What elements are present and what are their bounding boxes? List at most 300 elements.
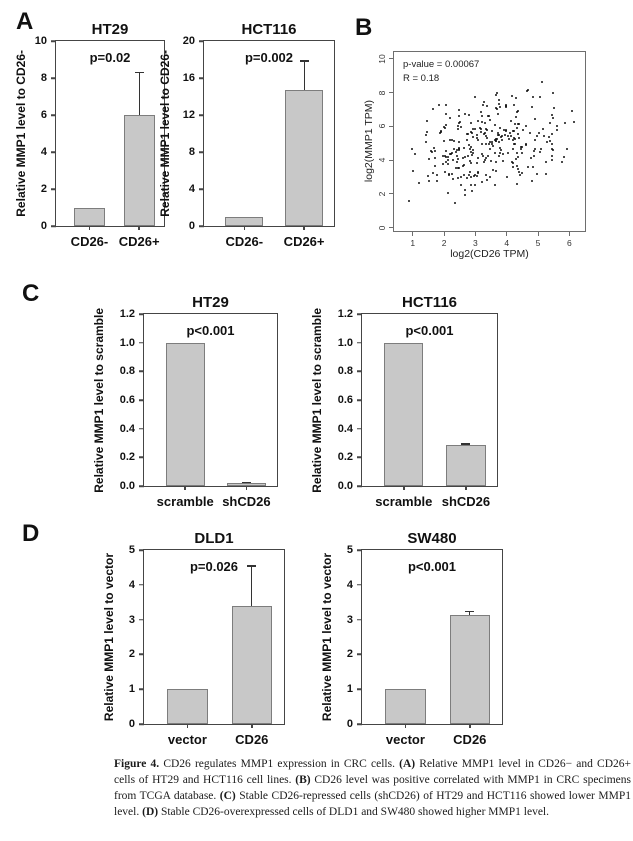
y-tick-mark bbox=[357, 654, 362, 656]
bar-chart-d-dld1 bbox=[102, 530, 285, 747]
p-value-label: p=0.002 bbox=[244, 50, 294, 65]
y-tick-label: 1 bbox=[128, 683, 135, 696]
y-tick-mark bbox=[357, 313, 362, 315]
y-tick-mark bbox=[357, 723, 362, 725]
x-tick-mark bbox=[251, 724, 253, 728]
y-tick-label: 0.2 bbox=[337, 451, 353, 464]
category-label: vector bbox=[385, 732, 425, 747]
scatter-point bbox=[509, 132, 511, 134]
scatter-point bbox=[467, 155, 469, 157]
y-tick-mark bbox=[389, 227, 394, 228]
x-tick-label: 4 bbox=[504, 238, 510, 248]
scatter-point bbox=[458, 149, 460, 151]
scatter-point bbox=[453, 148, 455, 150]
x-tick-mark bbox=[184, 486, 186, 490]
category-label: scramble bbox=[156, 494, 214, 509]
scatter-point bbox=[470, 176, 472, 178]
scatter-point bbox=[549, 122, 551, 124]
y-tick-mark bbox=[139, 584, 144, 586]
scatter-point bbox=[552, 117, 554, 119]
y-tick-mark bbox=[357, 688, 362, 690]
scatter-point bbox=[512, 162, 514, 164]
scatter-point bbox=[484, 132, 486, 134]
scatter-point bbox=[489, 119, 491, 121]
scatter-point bbox=[530, 157, 532, 159]
bar bbox=[384, 343, 423, 486]
y-tick-label: 5 bbox=[346, 544, 353, 556]
scatter-point bbox=[434, 150, 436, 152]
scatter-point bbox=[485, 135, 487, 137]
y-tick-mark bbox=[139, 371, 144, 373]
scatter-point bbox=[551, 133, 553, 135]
scatter-point bbox=[505, 106, 507, 108]
x-tick-mark bbox=[506, 231, 507, 236]
x-tick-mark bbox=[187, 724, 189, 728]
y-tick-label: 0.0 bbox=[119, 480, 135, 492]
y-tick-mark bbox=[51, 114, 56, 116]
scatter-point bbox=[481, 143, 483, 145]
scatter-point bbox=[491, 141, 493, 143]
bar-chart-c-hct116 bbox=[310, 294, 498, 509]
scatter-point bbox=[495, 170, 497, 172]
scatter-point bbox=[505, 130, 507, 132]
scatter-point bbox=[414, 153, 416, 155]
y-tick-mark bbox=[139, 619, 144, 621]
y-tick-label: 0.2 bbox=[119, 451, 135, 464]
scatter-point bbox=[527, 166, 529, 168]
scatter-point bbox=[477, 157, 479, 159]
scatter-point bbox=[552, 92, 554, 94]
scatter-point bbox=[428, 180, 430, 182]
scatter-point bbox=[532, 96, 534, 98]
y-tick-mark bbox=[199, 114, 204, 116]
scatter-point bbox=[571, 110, 573, 112]
scatter-point bbox=[460, 184, 462, 186]
scatter-point bbox=[556, 129, 558, 131]
scatter-point bbox=[489, 176, 491, 178]
category-label: shCD26 bbox=[222, 494, 271, 509]
scatter-point bbox=[492, 169, 494, 171]
scatter-point bbox=[466, 139, 468, 141]
scatter-point bbox=[512, 166, 514, 168]
scatter-point bbox=[472, 136, 474, 138]
y-tick-mark bbox=[139, 688, 144, 690]
bar bbox=[225, 217, 263, 226]
y-tick-mark bbox=[51, 77, 56, 79]
x-tick-label: 3 bbox=[473, 238, 478, 248]
scatter-point bbox=[504, 134, 506, 136]
y-tick-label: 0.4 bbox=[119, 422, 135, 435]
y-tick-mark bbox=[357, 549, 362, 551]
x-tick-mark bbox=[469, 724, 471, 728]
x-tick-mark bbox=[412, 231, 413, 236]
y-tick-label: 5 bbox=[128, 544, 135, 556]
scatter-point bbox=[485, 143, 487, 145]
scatter-point bbox=[482, 104, 484, 106]
caption-segment: (D) bbox=[142, 806, 159, 819]
y-tick-mark bbox=[389, 126, 394, 127]
scatter-chart-tcga-correlation bbox=[363, 51, 586, 260]
scatter-point bbox=[494, 124, 496, 126]
scatter-point bbox=[458, 109, 460, 111]
y-tick-label: 0 bbox=[377, 225, 387, 230]
scatter-point bbox=[457, 128, 459, 130]
y-tick-label: 0.8 bbox=[119, 365, 135, 378]
bar bbox=[74, 208, 105, 227]
chart-title: SW480 bbox=[407, 530, 457, 547]
scatter-point bbox=[500, 149, 502, 151]
error-bar-cap bbox=[135, 72, 144, 74]
y-tick-label: 8 bbox=[40, 72, 47, 84]
scatter-point bbox=[484, 122, 486, 124]
scatter-point bbox=[453, 140, 455, 142]
error-bar bbox=[139, 72, 140, 115]
error-bar bbox=[304, 60, 305, 90]
y-tick-label: 6 bbox=[40, 109, 47, 121]
scatter-point bbox=[507, 135, 509, 137]
scatter-point bbox=[517, 133, 519, 135]
y-tick-mark bbox=[199, 225, 204, 227]
scatter-point bbox=[517, 156, 519, 158]
scatter-point bbox=[474, 96, 476, 98]
error-bar bbox=[251, 565, 252, 606]
scatter-point bbox=[476, 134, 478, 136]
scatter-point bbox=[470, 151, 472, 153]
x-tick-mark bbox=[475, 231, 476, 236]
y-tick-mark bbox=[389, 92, 394, 93]
scatter-point bbox=[456, 161, 458, 163]
scatter-point bbox=[462, 157, 464, 159]
scatter-point bbox=[501, 135, 503, 137]
scatter-point bbox=[445, 150, 447, 152]
category-label: scramble bbox=[375, 494, 433, 509]
scatter-point bbox=[477, 172, 479, 174]
y-tick-mark bbox=[357, 428, 362, 430]
scatter-point bbox=[447, 192, 449, 194]
scatter-point bbox=[515, 116, 517, 118]
error-bar-cap bbox=[461, 443, 470, 445]
scatter-point bbox=[427, 175, 429, 177]
y-tick-mark bbox=[199, 77, 204, 79]
chart-title: DLD1 bbox=[194, 530, 234, 547]
y-tick-label: 0 bbox=[346, 718, 353, 730]
scatter-point bbox=[457, 177, 459, 179]
y-tick-label: 2 bbox=[346, 648, 353, 661]
scatter-point bbox=[516, 183, 518, 185]
y-tick-label: 0 bbox=[40, 220, 47, 232]
scatter-point bbox=[485, 157, 487, 159]
y-axis-label: Relative MMP1 level to scramble bbox=[310, 307, 324, 493]
y-tick-mark bbox=[199, 40, 204, 42]
category-label: vector bbox=[167, 732, 207, 747]
scatter-point bbox=[483, 101, 485, 103]
error-bar-cap bbox=[300, 60, 309, 62]
scatter-point bbox=[452, 178, 454, 180]
scatter-point bbox=[497, 113, 499, 115]
y-tick-label: 6 bbox=[377, 123, 387, 129]
y-tick-label: 1.0 bbox=[119, 336, 135, 349]
y-tick-mark bbox=[199, 151, 204, 153]
scatter-point bbox=[444, 171, 446, 173]
scatter-point bbox=[494, 152, 496, 154]
scatter-point bbox=[556, 125, 558, 127]
y-tick-label: 4 bbox=[346, 578, 353, 591]
x-axis-label: log2(CD26 TPM) bbox=[450, 248, 529, 260]
scatter-point bbox=[470, 162, 472, 164]
y-tick-label: 2 bbox=[377, 191, 387, 197]
scatter-point bbox=[522, 129, 524, 131]
scatter-point bbox=[551, 155, 553, 157]
x-tick-label: 2 bbox=[441, 238, 447, 248]
scatter-point bbox=[552, 149, 554, 151]
y-axis-label: log2(MMP1 TPM) bbox=[363, 100, 375, 183]
scatter-point bbox=[488, 143, 490, 145]
scatter-point bbox=[463, 164, 465, 166]
scatter-point bbox=[534, 118, 536, 120]
scatter-point bbox=[433, 147, 435, 149]
scatter-point bbox=[425, 134, 427, 136]
scatter-point bbox=[472, 152, 474, 154]
scatter-point bbox=[426, 131, 428, 133]
chart-title: HT29 bbox=[192, 294, 229, 311]
caption-segment: Stable CD26-repressed cells (shCD26) of HT29 and HCT116 showed lower MMP1 level. bbox=[114, 790, 631, 819]
scatter-point bbox=[510, 135, 512, 137]
scatter-point bbox=[445, 104, 447, 106]
scatter-point bbox=[526, 90, 528, 92]
caption-segment: Relative MMP1 level in CD26− and CD26+ cells of HT29 and HCT116 cell lines. bbox=[114, 758, 631, 787]
scatter-point bbox=[472, 149, 474, 151]
annotation-line: p-value = 0.00067 bbox=[403, 59, 480, 70]
x-tick-mark bbox=[138, 226, 140, 230]
scatter-point bbox=[529, 132, 531, 134]
scatter-point bbox=[540, 148, 542, 150]
x-tick-mark bbox=[538, 231, 539, 236]
scatter-point bbox=[536, 173, 538, 175]
scatter-point bbox=[494, 184, 496, 186]
scatter-point bbox=[566, 148, 568, 150]
y-axis-label: Relative MMP1 level to CD26- bbox=[158, 50, 172, 217]
scatter-point bbox=[471, 190, 473, 192]
scatter-point bbox=[479, 127, 481, 129]
y-tick-mark bbox=[357, 457, 362, 459]
bar bbox=[232, 606, 273, 724]
scatter-point bbox=[464, 194, 466, 196]
y-tick-label: 1 bbox=[346, 683, 353, 696]
scatter-point bbox=[517, 123, 519, 125]
scatter-point bbox=[516, 165, 518, 167]
y-axis-label: Relative MMP1 level to vector bbox=[320, 552, 334, 722]
scatter-point bbox=[482, 155, 484, 157]
x-tick-mark bbox=[465, 486, 467, 490]
y-tick-mark bbox=[139, 723, 144, 725]
p-value-label: p<0.001 bbox=[405, 323, 454, 338]
scatter-point bbox=[563, 156, 565, 158]
y-tick-label: 3 bbox=[346, 613, 353, 626]
scatter-point bbox=[519, 174, 521, 176]
scatter-point bbox=[477, 139, 479, 141]
scatter-point bbox=[428, 158, 430, 160]
y-tick-mark bbox=[357, 371, 362, 373]
scatter-point bbox=[533, 150, 535, 152]
y-tick-label: 4 bbox=[377, 157, 387, 163]
x-tick-mark bbox=[403, 486, 405, 490]
bar-chart-a-hct116 bbox=[158, 21, 335, 249]
scatter-point bbox=[511, 95, 513, 97]
bar bbox=[446, 445, 485, 486]
scatter-point bbox=[499, 106, 501, 108]
y-tick-mark bbox=[139, 428, 144, 430]
scatter-point bbox=[498, 99, 500, 101]
y-tick-mark bbox=[51, 151, 56, 153]
scatter-point bbox=[499, 152, 501, 154]
y-tick-label: 4 bbox=[128, 578, 135, 591]
scatter-point bbox=[545, 161, 547, 163]
y-tick-mark bbox=[51, 40, 56, 42]
bar bbox=[124, 115, 155, 226]
scatter-point bbox=[532, 166, 534, 168]
p-value-label: p<0.001 bbox=[186, 323, 235, 338]
scatter-point bbox=[411, 148, 413, 150]
x-tick-mark bbox=[244, 226, 246, 230]
scatter-point bbox=[495, 140, 497, 142]
scatter-point bbox=[445, 113, 447, 115]
scatter-point bbox=[443, 140, 445, 142]
bar bbox=[166, 343, 205, 486]
caption-segment: (B) bbox=[295, 774, 311, 787]
y-tick-mark bbox=[139, 654, 144, 656]
scatter-point bbox=[474, 184, 476, 186]
y-tick-label: 4 bbox=[40, 146, 47, 158]
y-tick-mark bbox=[389, 160, 394, 161]
scatter-point bbox=[480, 111, 482, 113]
x-tick-mark bbox=[569, 231, 570, 236]
scatter-point bbox=[447, 159, 449, 161]
error-bar-cap bbox=[242, 482, 251, 484]
scatter-point bbox=[457, 158, 459, 160]
chart-title: HCT116 bbox=[241, 21, 297, 38]
scatter-point bbox=[481, 115, 483, 117]
scatter-point bbox=[542, 128, 544, 130]
bar bbox=[167, 689, 208, 724]
scatter-point bbox=[548, 136, 550, 138]
scatter-point bbox=[498, 103, 500, 105]
scatter-point bbox=[468, 114, 470, 116]
scatter-point bbox=[486, 137, 488, 139]
scatter-point bbox=[507, 152, 509, 154]
scatter-point bbox=[518, 137, 520, 139]
caption-segment: (C) bbox=[219, 790, 236, 803]
y-tick-mark bbox=[139, 342, 144, 344]
scatter-point bbox=[470, 146, 472, 148]
x-tick-mark bbox=[303, 226, 305, 230]
scatter-point bbox=[510, 120, 512, 122]
scatter-point bbox=[539, 151, 541, 153]
category-label: CD26+ bbox=[283, 234, 325, 249]
scatter-point bbox=[518, 171, 520, 173]
scatter-point bbox=[466, 177, 468, 179]
y-tick-label: 10 bbox=[34, 35, 47, 47]
panel-b-label: B bbox=[355, 14, 373, 41]
scatter-point bbox=[516, 152, 518, 154]
scatter-point bbox=[496, 108, 498, 110]
chart-title: HCT116 bbox=[401, 294, 458, 311]
y-tick-mark bbox=[139, 549, 144, 551]
bar-chart-a-ht29 bbox=[14, 21, 165, 249]
figure-caption bbox=[114, 756, 631, 820]
scatter-point bbox=[531, 180, 533, 182]
bar bbox=[450, 615, 491, 724]
scatter-point bbox=[551, 159, 553, 161]
scatter-point bbox=[486, 179, 488, 181]
scatter-point bbox=[412, 170, 414, 172]
scatter-point bbox=[515, 97, 517, 99]
y-tick-label: 0.8 bbox=[337, 365, 353, 378]
category-label: shCD26 bbox=[441, 494, 491, 509]
scatter-point bbox=[426, 120, 428, 122]
scatter-point bbox=[447, 163, 449, 165]
x-tick-label: 1 bbox=[410, 238, 416, 248]
scatter-point bbox=[483, 161, 485, 163]
scatter-point bbox=[531, 106, 533, 108]
scatter-point bbox=[520, 148, 522, 150]
scatter-point bbox=[506, 176, 508, 178]
scatter-point bbox=[436, 174, 438, 176]
scatter-point bbox=[449, 117, 451, 119]
y-tick-label: 1.2 bbox=[337, 308, 353, 320]
scatter-point bbox=[513, 104, 515, 106]
scatter-point bbox=[425, 141, 427, 143]
scatter-point bbox=[525, 143, 527, 145]
y-tick-mark bbox=[139, 399, 144, 401]
category-label: CD26 bbox=[453, 732, 487, 747]
scatter-point bbox=[408, 200, 410, 202]
scatter-point bbox=[508, 138, 510, 140]
scatter-point bbox=[444, 127, 446, 129]
scatter-point bbox=[551, 114, 553, 116]
y-axis-label: Relative MMP1 level to vector bbox=[102, 552, 116, 722]
x-tick-mark bbox=[246, 486, 248, 490]
panel-c-label: C bbox=[22, 280, 40, 307]
scatter-point bbox=[521, 152, 523, 154]
scatter-point bbox=[539, 96, 541, 98]
scatter-point bbox=[442, 163, 444, 165]
y-tick-label: 8 bbox=[188, 146, 195, 158]
scatter-point bbox=[438, 104, 440, 106]
scatter-point bbox=[481, 121, 483, 123]
scatter-point bbox=[450, 153, 452, 155]
scatter-point bbox=[485, 174, 487, 176]
y-tick-mark bbox=[357, 399, 362, 401]
y-tick-mark bbox=[357, 619, 362, 621]
scatter-point bbox=[525, 125, 527, 127]
scatter-point bbox=[517, 168, 519, 170]
scatter-point bbox=[486, 129, 488, 131]
y-tick-label: 12 bbox=[182, 109, 195, 121]
scatter-point bbox=[497, 134, 499, 136]
chart-title: HT29 bbox=[91, 21, 129, 38]
scatter-point bbox=[470, 184, 472, 186]
annotation-line: R = 0.18 bbox=[403, 72, 440, 84]
y-tick-mark bbox=[357, 485, 362, 487]
y-tick-label: 20 bbox=[182, 35, 195, 47]
scatter-point bbox=[546, 141, 548, 143]
panel-d-label: D bbox=[22, 520, 40, 547]
bar-chart-d-sw480 bbox=[320, 530, 503, 747]
scatter-point bbox=[495, 94, 497, 96]
scatter-point bbox=[445, 124, 447, 126]
y-tick-label: 0.4 bbox=[337, 422, 353, 435]
scatter-point bbox=[464, 113, 466, 115]
